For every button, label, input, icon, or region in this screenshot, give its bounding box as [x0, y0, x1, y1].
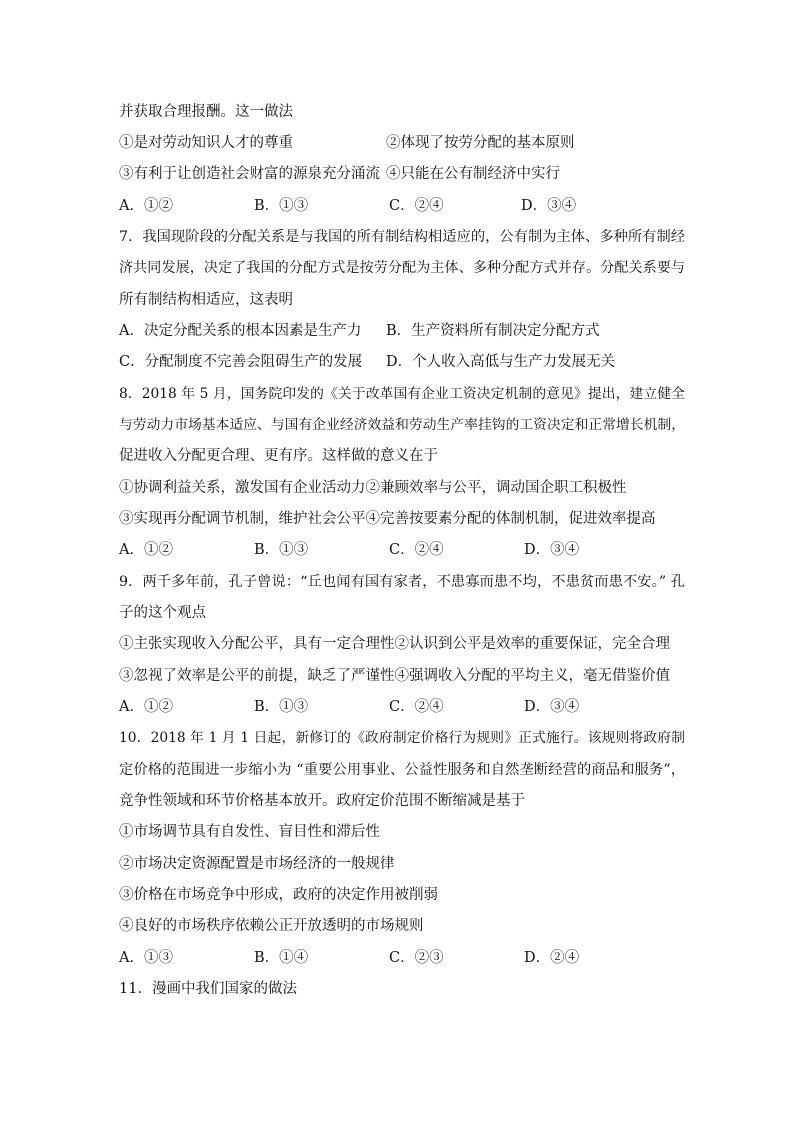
q8-stem-line-2: 与劳动力市场基本适应、与国有企业经济效益和劳动生产率挂钩的工资决定和正常增长机制，: [119, 417, 685, 433]
q7-option-c: C．分配制度不完善会阻碍生产的发展: [119, 354, 363, 370]
q9-statements-3-4: ③忽视了效率是公平的前提，缺乏了严谨性④强调收入分配的平均主义，毫无借鉴价值: [119, 668, 670, 684]
q10-option-b: B．①④: [254, 950, 309, 966]
q8-option-d: D．③④: [524, 542, 580, 558]
q8-option-a: A．①②: [119, 542, 173, 558]
q6-statement-3: ③有利于让创造社会财富的源泉充分涌流: [119, 166, 380, 182]
q8-statements-1-2: ①协调利益关系，激发国有企业活动力②兼顾效率与公平，调动国企职工积极性: [119, 480, 627, 496]
q7-stem-line-3: 所有制结构相适应，这表明: [119, 292, 293, 308]
q7-stem-line-1: 7．我国现阶段的分配关系是与我国的所有制结构相适应的，公有制为主体、多种所有制经: [119, 229, 685, 245]
q10-option-d: D．②④: [524, 950, 580, 966]
q10-stem-line-2: 定价格的范围进一步缩小为 “重要公用事业、公益性服务和自然垄断经营的商品和服务”，: [119, 762, 685, 778]
q9-option-d: D．③④: [524, 699, 580, 715]
q10-stem-line-3: 竞争性领域和环节价格基本放开。政府定价范围不断缩减是基于: [119, 793, 525, 809]
q8-stem-line-1: 8．2018 年 5 月，国务院印发的《关于改革国有企业工资决定机制的意见》提出，建立健全: [119, 386, 685, 402]
q8-statements-3-4: ③实现再分配调节机制，维护社会公平④完善按要素分配的体制机制，促进效率提高: [119, 511, 656, 527]
q7-stem-line-2: 济共同发展，决定了我国的分配方式是按劳分配为主体、多种分配方式并存。分配关系要与: [119, 260, 685, 276]
q10-statement-2: ②市场决定资源配置是市场经济的一般规律: [119, 856, 395, 872]
q8-option-b: B．①③: [254, 542, 309, 558]
q9-option-c: C．②④: [389, 699, 444, 715]
q6-option-b: B．①③: [254, 198, 309, 214]
q9-stem-line-1: 9．两千多年前，孔子曾说：“丘也闻有国有家者，不患寡而患不均，不患贫而患不安。” 孔: [119, 574, 685, 590]
q6-statement-1: ①是对劳动知识人才的尊重: [119, 135, 293, 151]
q8-option-c: C．②④: [389, 542, 444, 558]
q6-option-d: D．③④: [521, 198, 577, 214]
q6-stem-continuation: 并获取合理报酬。这一做法: [119, 104, 293, 120]
q11-stem-line-1: 11．漫画中我们国家的做法: [119, 981, 297, 997]
q10-stem-line-1: 10．2018 年 1 月 1 日起，新修订的《政府制定价格行为规则》正式施行。该规则将政府制: [119, 730, 685, 746]
q9-option-a: A．①②: [119, 699, 173, 715]
q6-option-c: C．②④: [389, 198, 444, 214]
q10-statement-4: ④良好的市场秩序依赖公正开放透明的市场规则: [119, 918, 424, 934]
q6-statement-2: ②体现了按劳分配的基本原则: [386, 135, 575, 151]
q9-option-b: B．①③: [254, 699, 309, 715]
q7-option-b: B．生产资料所有制决定分配方式: [386, 323, 600, 339]
q9-statements-1-2: ①主张实现收入分配公平，具有一定合理性②认识到公平是效率的重要保证，完全合理: [119, 636, 670, 652]
q7-option-d: D．个人收入高低与生产力发展无关: [386, 354, 616, 370]
q9-stem-line-2: 子的这个观点: [119, 605, 206, 621]
q10-option-c: C．②③: [389, 950, 444, 966]
q10-option-a: A．①③: [119, 950, 173, 966]
q10-statement-1: ①市场调节具有自发性、盲目性和滞后性: [119, 824, 380, 840]
q6-option-a: A．①②: [119, 198, 173, 214]
q6-statement-4: ④只能在公有制经济中实行: [386, 166, 560, 182]
q8-stem-line-3: 促进收入分配更合理、更有序。这样做的意义在于: [119, 448, 438, 464]
q7-option-a: A．决定分配关系的根本因素是生产力: [119, 323, 362, 339]
q10-statement-3: ③价格在市场竞争中形成，政府的决定作用被削弱: [119, 887, 438, 903]
